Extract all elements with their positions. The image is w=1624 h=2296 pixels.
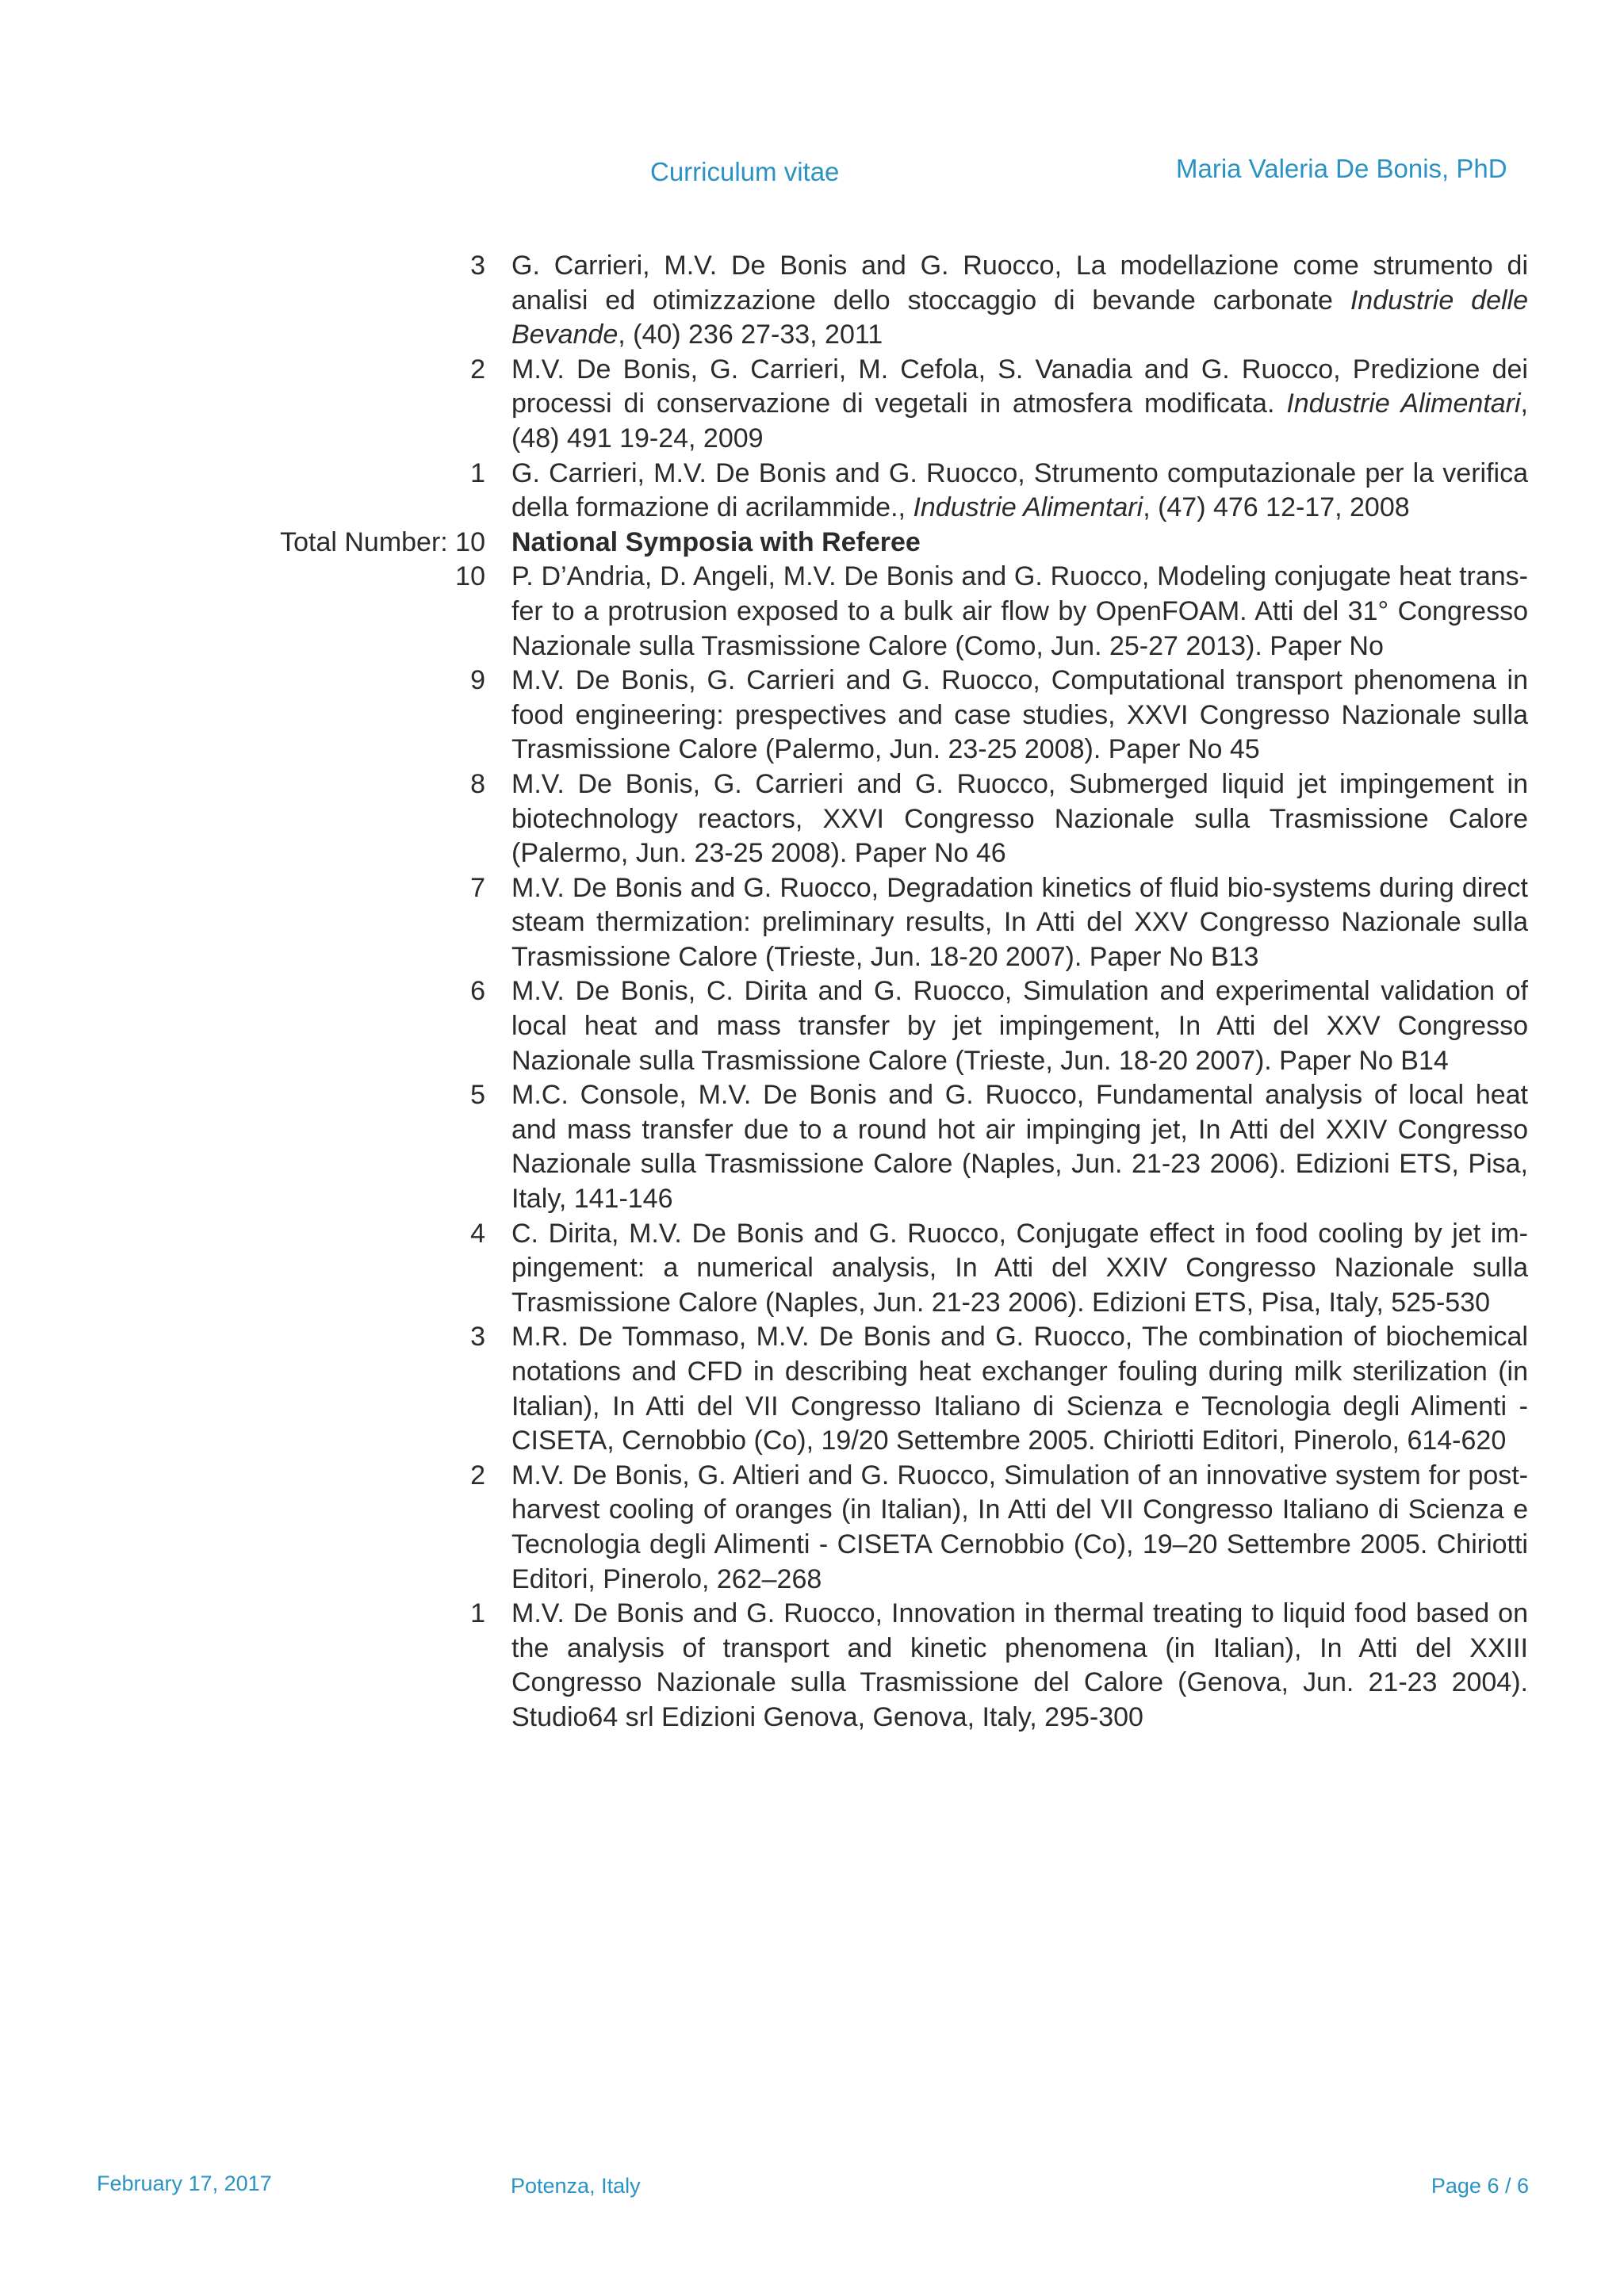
entry-text: M.R. De Tommaso, M.V. De Bonis and G. Ruocco, The combination of biochemical notations and CFD in describing heat exchanger fouling during milk sterilization (in Italian), In Atti del VII Congresso Italiano di Scienza e Tecnologia degli Alimenti - CISETA, Cernobbio (Co), 19/20 Settembre 2005. Chiriotti Editori, Pinerolo, 614-620 [511,1322,1528,1456]
symposium-entry [0,1078,1624,1216]
entry-text: M.V. De Bonis, G. Altieri and G. Ruocco, Simulation of an innovative system for postharvest cooling of oranges (in Italian), In Atti del VII Congresso Italiano di Scienza e Tecnologia degli Alimenti - CISETA Cernobbio (Co), 19–20 Settembre 2005. Chiriotti Editori, Pinerolo, 262–268 [511,1460,1528,1594]
entry-text: P. D’Andria, D. Angeli, M.V. De Bonis and G. Ruocco, Modeling conjugate heat transfer to a protrusion exposed to a bulk air flow by OpenFOAM. Atti del 31° Congresso Nazionale sulla Trasmissione Calore (Como, Jun. 25-27 2013). Paper No [511,561,1528,661]
journal-name: Industrie delle Bevande [511,285,1528,350]
section-title: National Symposia with Referee [511,526,921,557]
symposium-entry [0,1320,1624,1458]
journal-name: Industrie Alimentari [913,492,1143,523]
header-title: Curriculum vitae [650,157,840,186]
entry-number: 9 [470,665,485,696]
symposium-entry [0,974,1624,1078]
entry-text: C. Dirita, M.V. De Bonis and G. Ruocco, Conjugate effect in food cooling by jet impingement: a numerical analysis, In Atti del XXIV Congresso Nazionale sulla Trasmissione Calore (Naples, Jun. 21-23 2006). Edizioni ETS, Pisa, Italy, 525-530 [511,1218,1528,1318]
entry-number: 4 [470,1218,485,1249]
entry-number: 3 [470,1322,485,1353]
section-count-label: Total Number: 10 [280,526,485,557]
entry-number: 7 [470,872,485,903]
entry-number: 8 [470,768,485,799]
entry-text: M.V. De Bonis, G. Carrieri, M. Cefola, S. Vanadia and G. Ruocco, Predizione dei processi di conservazione di vegetali in atmosfera modificata. Industrie Alimentari, (48) 491 19-24, 2009 [511,354,1528,453]
footer-page-number: Page 6 / 6 [1431,2174,1529,2198]
header-author: Maria Valeria De Bonis, PhD [1176,154,1507,183]
entry-number: 10 [455,561,485,592]
symposium-entry [0,767,1624,871]
entry-number: 1 [470,457,485,488]
entry-text: G. Carrieri, M.V. De Bonis and G. Ruocco, Strumento computazionale per la verifica della formazione di acrilammide., Industrie Alimentari, (47) 476 12-17, 2008 [511,457,1528,523]
journal-entry [0,249,1624,353]
symposium-entry [0,664,1624,767]
footer-place: Potenza, Italy [511,2174,641,2198]
entry-number: 1 [470,1598,485,1629]
symposia-list [0,560,1624,1735]
cv-content [0,249,1624,1735]
entry-number: 6 [470,976,485,1007]
entry-number: 3 [470,251,485,281]
entry-text: G. Carrieri, M.V. De Bonis and G. Ruocco, La modellazione come strumento di analisi ed otimizzazione dello stoccaggio di bevande carbonate Industrie delle Bevande, (40) 236 27-33, 2011 [511,251,1528,350]
symposium-entry [0,1597,1624,1735]
journal-name: Industrie Alimentari [1286,388,1521,419]
symposium-entry [0,1217,1624,1321]
symposium-entry [0,1459,1624,1597]
entry-text: M.V. De Bonis and G. Ruocco, Innovation in thermal treating to liquid food based on the analysis of transport and kinetic phenomena (in Italian), In Atti del XXIII Congresso Nazionale sulla Trasmissione del Calore (Genova, Jun. 21-23 2004). Studio64 srl Edizioni Genova, Genova, Italy, 295-300 [511,1598,1528,1732]
journal-entry [0,457,1624,526]
entry-text: M.C. Console, M.V. De Bonis and G. Ruocco, Fundamental analysis of local heat and mass transfer due to a round hot air impinging jet, In Atti del XXIV Congresso Nazionale sulla Trasmissione Calore (Naples, Jun. 21-23 2006). Edizioni ETS, Pisa, Italy, 141-146 [511,1080,1528,1215]
entry-text: M.V. De Bonis, G. Carrieri and G. Ruocco, Submerged liquid jet impingement in biotechnology reactors, XXVI Congresso Nazionale sulla Trasmissione Calore (Palermo, Jun. 23-25 2008). Paper No 46 [511,768,1528,869]
entry-number: 2 [470,1460,485,1490]
footer-date: February 17, 2017 [97,2172,272,2195]
symposium-entry [0,560,1624,664]
section-heading [0,526,1624,561]
journal-entry [0,353,1624,457]
entry-number: 2 [470,354,485,385]
entry-text: M.V. De Bonis, C. Dirita and G. Ruocco, Simulation and experimental validation of local heat and mass transfer by jet impingement, In Atti del XXV Congresso Nazionale sulla Trasmissione Calore (Trieste, Jun. 18-20 2007). Paper No B14 [511,976,1528,1076]
entry-number: 5 [470,1080,485,1111]
entry-text: M.V. De Bonis and G. Ruocco, Degradation kinetics of fluid bio-systems during direct steam thermization: preliminary results, In Atti del XXV Congresso Nazionale sulla Trasmissione Calore (Trieste, Jun. 18-20 2007). Paper No B13 [511,872,1528,972]
entry-text: M.V. De Bonis, G. Carrieri and G. Ruocco, Computational transport phenomena in food engineering: prespectives and case studies, XXVI Congresso Nazionale sulla Trasmissione Calore (Palermo, Jun. 23-25 2008). Paper No 45 [511,665,1528,765]
symposium-entry [0,871,1624,975]
